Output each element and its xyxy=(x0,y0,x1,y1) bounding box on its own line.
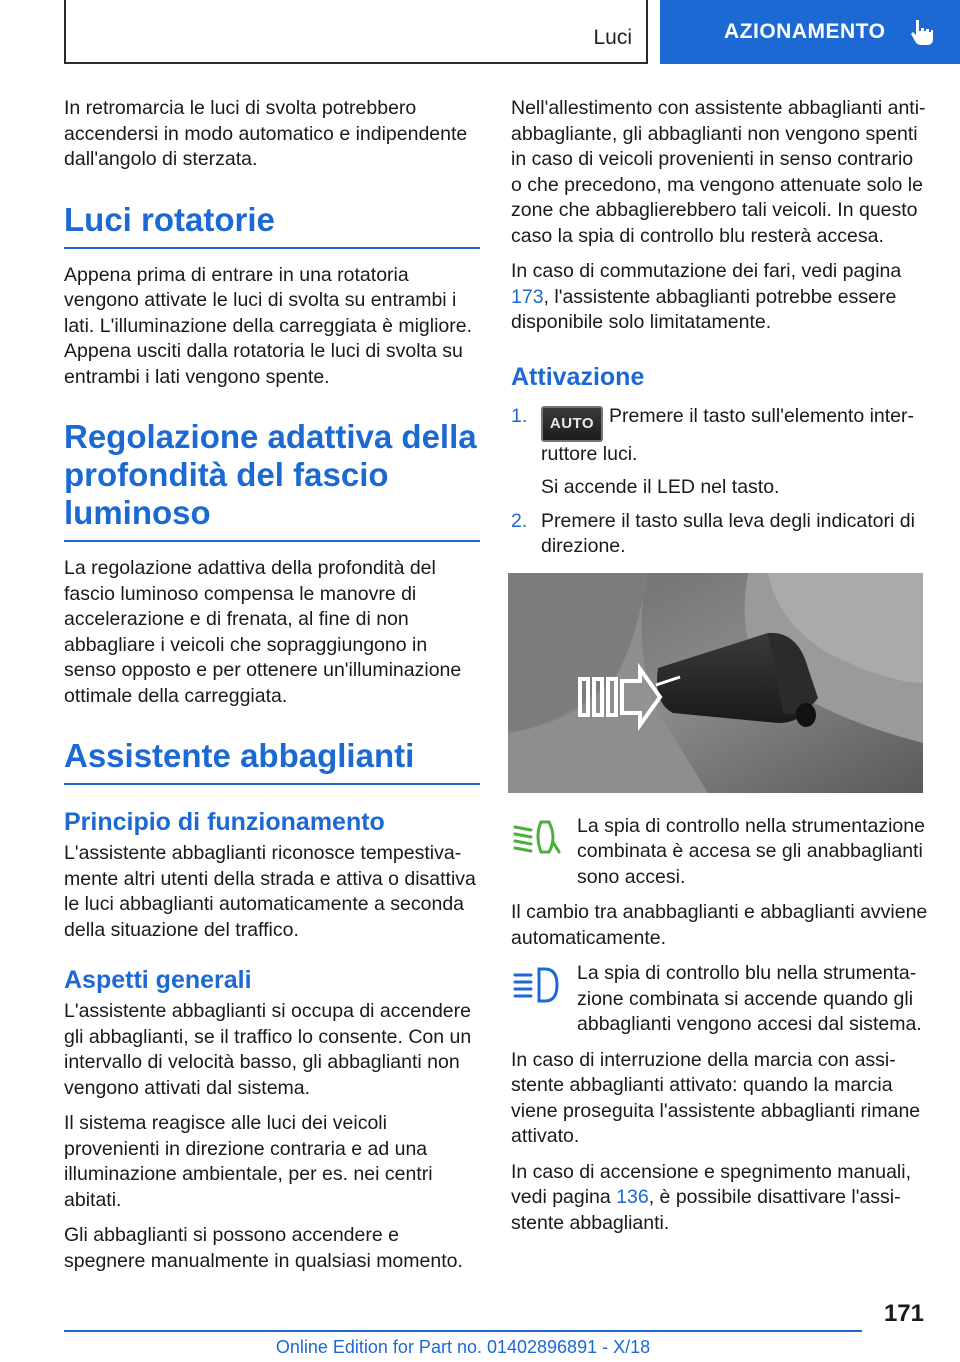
footer-divider xyxy=(64,1330,862,1332)
paragraph-allestimento: Nell'allestimento con assistente abbaglianti antiabbagliante, gli abbaglianti non vengono spenti in caso di veicoli provenienti in senso contrario o che precedono, ma vengono attenuate solo le zone che abbaglierebbero tali veicoli. In questo caso la spia di controllo blu resterà accesa. xyxy=(511,97,926,247)
indicator-high-beam xyxy=(511,961,929,1038)
step-1 xyxy=(511,404,929,501)
commutazione-text-post: , l'assistente abbaglianti potrebbe essere disponibile solo limitatamente. xyxy=(511,285,897,333)
paragraph-spia-blu: La spia di controllo blu nella strumentazione combinata si accende quando gli abbaglianti vengono accesi dal sistema. xyxy=(577,962,922,1035)
paragraph-commutazione xyxy=(511,259,929,336)
auto-button-icon: AUTO xyxy=(541,406,603,442)
commutazione-text-pre: In caso di commutazione dei fari, vedi pagina xyxy=(511,260,902,282)
step-number: 1. xyxy=(511,404,528,427)
paragraph-spia-anabbaglianti: La spia di controllo nella strumentazione combinata è accesa se gli anabbaglianti sono accesi. xyxy=(577,814,925,888)
step-text: AUTO Premere il tasto sull'elemento interruttore luci. xyxy=(541,404,915,465)
chapter-tab[interactable] xyxy=(660,0,960,64)
indicator-low-beam xyxy=(511,814,929,891)
heading-regolazione: Regolazione adattiva della profondità del fascio luminoso xyxy=(64,418,480,542)
accensione-text-pre: In caso di accensione e spegnimento manuali, vedi pagina xyxy=(511,1160,911,1208)
page-link-173[interactable]: 173 xyxy=(511,285,544,308)
header-frame xyxy=(64,0,648,64)
paragraph-aspetti-2: Il sistema reagisce alle luci dei veicoli provenienti in direzione contraria e ad una illuminazione ambientale, per es. nei centri abitati. xyxy=(64,1112,433,1211)
accensione-text-post: , è possibile disattivare l'assistente abbaglianti. xyxy=(511,1186,901,1234)
paragraph-regolazione: La regolazione adattiva della profondità del fascio luminoso compensa le manovre di accelerazione e di frenata, al fine di non abbagliare i veicoli che sopraggiungono in senso opposto e per ottenere un'illuminazione ottimale della carreggiata. xyxy=(64,557,462,707)
step-number: 2. xyxy=(511,509,528,532)
paragraph-principio: L'assistente abbaglianti riconosce tempestivamente altri utenti della strada e attiva o disattiva le luci abbaglianti automaticamente a seconda della situazione del traffico. xyxy=(64,842,476,941)
turn-signal-stalk-photo xyxy=(508,573,923,793)
chapter-tab-label: AZIONAMENTO xyxy=(724,20,886,43)
step-2 xyxy=(511,509,929,560)
left-column xyxy=(64,96,480,1284)
intro-paragraph: In retromarcia le luci di svolta potrebbero accendersi in modo automatico e indipendente dall'angolo di sterzata. xyxy=(64,97,468,170)
section-title: Luci xyxy=(593,26,632,49)
paragraph-rotatorie: Appena prima di entrare in una rotatoria vengono attivate le luci di svolta su entrambi i lati. L'illuminazione della carreggiata è migliore. Appena usciti dalla rotatoria le luci di svolta su entrambi i lati vengono spente. xyxy=(64,263,473,388)
heading-luci-rotatorie: Luci rotatorie xyxy=(64,201,480,249)
paragraph-accensione xyxy=(511,1160,929,1237)
page-number: 171 xyxy=(883,1300,924,1327)
heading-assistente-abbaglianti: Assistente abbaglianti xyxy=(64,737,480,785)
page-link-136[interactable]: 136 xyxy=(616,1186,649,1208)
paragraph-aspetti-3: Gli abbaglianti si possono accendere e spegnere manualmente in qualsiasi momento. xyxy=(64,1224,463,1272)
heading-principio: Principio di funzionamento xyxy=(64,808,385,836)
paragraph-interruzione: In caso di interruzione della marcia con assistente abbaglianti attivato: quando la marcia viene proseguita l'assistente abbaglianti rimane attivato. xyxy=(511,1048,921,1147)
paragraph-aspetti-1: L'assistente abbaglianti si occupa di accendere gli abbaglianti, se il traffico lo consente. Con un intervallo di velocità basso, gli abbaglianti non vengono attivati dal sistema. xyxy=(64,1000,472,1099)
paragraph-cambio: Il cambio tra anabbaglianti e abbaglianti avviene automaticamente. xyxy=(511,901,928,949)
step-text: Premere il tasto sulla leva degli indicatori di direzione. xyxy=(541,509,915,557)
hand-pointer-icon xyxy=(907,17,937,47)
heading-attivazione: Attivazione xyxy=(511,362,645,391)
low-beam-indicator-icon xyxy=(511,818,561,858)
heading-aspetti: Aspetti generali xyxy=(64,966,252,994)
step-sub-text: Si accende il LED nel tasto. xyxy=(541,476,780,498)
footer-edition: Online Edition for Part no. 01402896891 - X/18 xyxy=(275,1337,651,1357)
high-beam-indicator-icon xyxy=(511,965,561,1005)
